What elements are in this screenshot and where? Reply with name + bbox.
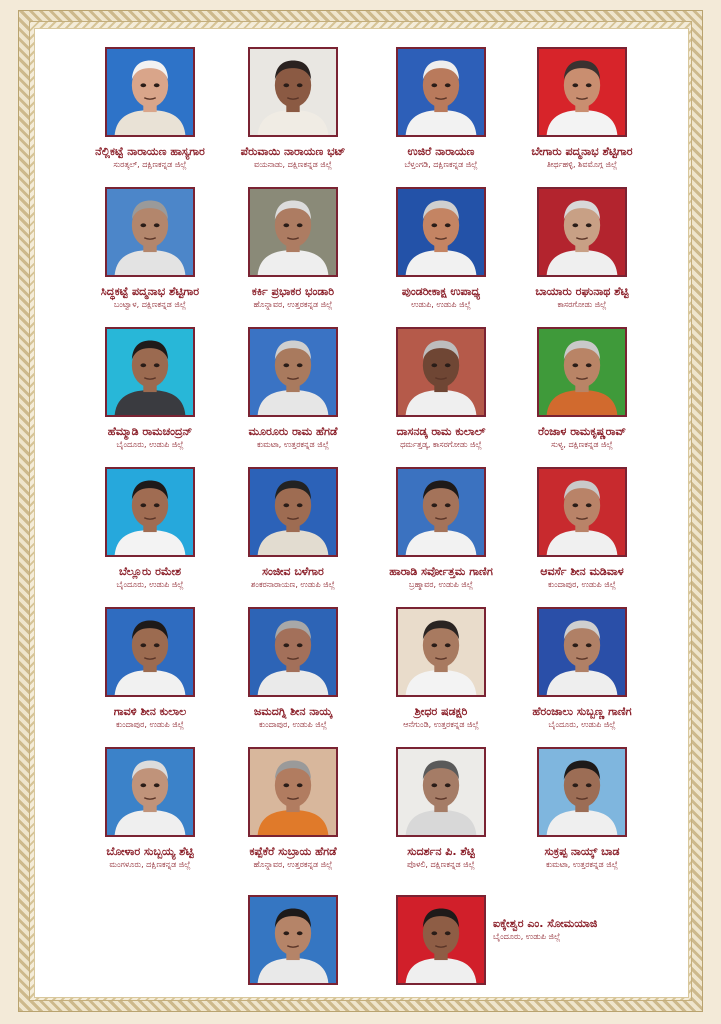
person-place: ಶಂಕರನಾರಾಯಣ, ಉಡುಪಿ ಜಿಲ್ಲೆ (251, 580, 335, 589)
person-name: ಹೆರಂಜಾಲು ಸುಬ್ಬಣ್ಣ ಗಾಣಿಗ (532, 705, 632, 718)
person-place: ಬ್ರಹ್ಮಾವರ, ಉಡುಪಿ ಜಿಲ್ಲೆ (408, 580, 474, 589)
portrait-photo (396, 747, 486, 837)
portrait-figure-icon (107, 749, 193, 835)
portrait-figure-icon (398, 609, 484, 695)
person-name: ಆವರ್ಸೆ ಶೀನ ಮಡಿವಾಳ (540, 565, 624, 578)
portrait-figure-icon (107, 469, 193, 555)
portrait-figure-icon (107, 49, 193, 135)
portrait-figure-icon (539, 329, 625, 415)
portrait-photo (105, 467, 195, 557)
portrait-figure-icon (398, 469, 484, 555)
portrait-figure-icon (250, 329, 336, 415)
portrait-photo (105, 747, 195, 837)
portrait-figure-icon (107, 329, 193, 415)
portrait-photo (537, 327, 627, 417)
portrait-figure-icon (250, 189, 336, 275)
portrait-photo (248, 327, 338, 417)
person-name: ಬೆಲ್ಲೂರು ರಮೇಶ (118, 565, 182, 578)
person-place: ಬೈಂದೂರು, ಉಡುಪಿ ಜಿಲ್ಲೆ (548, 720, 616, 729)
person-place: ಕುಮಟಾ, ಉತ್ತರಕನ್ನಡ ಜಿಲ್ಲೆ (545, 860, 619, 869)
portrait-photo (396, 895, 486, 985)
portrait-figure-icon (539, 469, 625, 555)
portrait-figure-icon (250, 609, 336, 695)
portrait-photo (105, 187, 195, 277)
portrait-photo (105, 47, 195, 137)
person-name: ಕಪ್ಪೆಕೆರೆ ಸುಬ್ರಾಯ ಹೆಗಡೆ (249, 845, 337, 858)
portrait-photo (396, 187, 486, 277)
content-panel (34, 28, 689, 998)
portrait-figure-icon (398, 49, 484, 135)
portrait-photo (537, 187, 627, 277)
person-place: ಸುರತ್ಕಲ್, ದಕ್ಷಿಣಕನ್ನಡ ಜಿಲ್ಲೆ (113, 160, 187, 169)
person-name: ಉಜಿರೆ ನಾರಾಯಣ (407, 145, 475, 158)
person-place: ಬಂಟ್ವಾಳ, ದಕ್ಷಿಣಕನ್ನಡ ಜಿಲ್ಲೆ (113, 300, 187, 309)
portrait-figure-icon (250, 469, 336, 555)
person-name: ಪೆರುವಾಯಿ ನಾರಾಯಣ ಭಟ್ (240, 145, 346, 158)
portrait-photo (248, 467, 338, 557)
person-place: ಬೈಂದೂರು, ಉಡುಪಿ ಜಿಲ್ಲೆ (493, 932, 561, 941)
person-name: ಸುಕ್ರಪ್ಪ ನಾಯ್ಕ್ ಬಾಡ (544, 845, 620, 858)
person-place: ಧರ್ಮತ್ತಡ್ಕ, ಕಾಸರಗೋಡು ಜಿಲ್ಲೆ (400, 440, 482, 449)
portrait-photo (396, 327, 486, 417)
portrait-figure-icon (250, 749, 336, 835)
person-name: ಬೋಳಾರ ಸುಬ್ಬಯ್ಯ ಶೆಟ್ಟಿ (106, 845, 194, 858)
portrait-photo (248, 747, 338, 837)
portrait-figure-icon (250, 897, 336, 983)
portrait-figure-icon (398, 189, 484, 275)
person-name: ಹಾರಾಡಿ ಸರ್ವೋತ್ತಮ ಗಾಣಿಗ (389, 565, 493, 578)
person-place: ಉಡುಪಿ, ಉಡುಪಿ ಜಿಲ್ಲೆ (411, 300, 471, 309)
person-place: ಬೈಂದೂರು, ಉಡುಪಿ ಜಿಲ್ಲೆ (116, 580, 184, 589)
person-place: ಕುಂದಾಪುರ, ಉಡುಪಿ ಜಿಲ್ಲೆ (115, 720, 185, 729)
portrait-photo (396, 467, 486, 557)
portrait-photo (537, 467, 627, 557)
person-place: ಕುಂದಾಪುರ, ಉಡುಪಿ ಜಿಲ್ಲೆ (258, 720, 328, 729)
person-place: ಸುಳ್ಯ, ದಕ್ಷಿಣಕನ್ನಡ ಜಿಲ್ಲೆ (551, 440, 613, 449)
portrait-photo (248, 47, 338, 137)
person-name: ಸಂಜೀವ ಬಳೆಗಾರ (262, 565, 324, 578)
person-place: ಕುಮಟಾ, ಉತ್ತರಕನ್ನಡ ಜಿಲ್ಲೆ (256, 440, 330, 449)
portrait-photo (396, 607, 486, 697)
portrait-figure-icon (398, 329, 484, 415)
portrait-photo (248, 895, 338, 985)
portrait-photo (537, 47, 627, 137)
person-place: ಹೊನ್ನಾವರ, ಉತ್ತರಕನ್ನಡ ಜಿಲ್ಲೆ (253, 860, 333, 869)
person-name: ಸಿದ್ಧಕಟ್ಟೆ ಪದ್ಮನಾಭ ಶೆಟ್ಟಿಗಾರ (100, 285, 200, 298)
person-name: ಬಾಯಾರು ರಘುನಾಥ ಶೆಟ್ಟಿ (535, 285, 629, 298)
portrait-figure-icon (398, 897, 484, 983)
person-name: ದಾಸನಡ್ಕ ರಾಮ ಕುಲಾಲ್ (396, 425, 486, 438)
person-name: ಬೇಗಾರು ಪದ್ಮನಾಭ ಶೆಟ್ಟಿಗಾರ (531, 145, 633, 158)
portrait-figure-icon (398, 749, 484, 835)
portrait-figure-icon (539, 49, 625, 135)
portrait-photo (537, 747, 627, 837)
person-place: ಆನೆಗುಂಡಿ, ಉತ್ತರಕನ್ನಡ ಜಿಲ್ಲೆ (403, 720, 479, 729)
person-name: ರೆಂಜಾಳ ರಾಮಕೃಷ್ಣರಾವ್ (538, 425, 626, 438)
person-place: ತೀರ್ಥಹಳ್ಳಿ, ಶಿವಮೊಗ್ಗ ಜಿಲ್ಲೆ (546, 160, 618, 169)
person-name: ಜಮದಗ್ನಿ ಶೀನ ನಾಯ್ಕ (253, 705, 333, 718)
person-place: ಕುಂದಾಪುರ, ಉಡುಪಿ ಜಿಲ್ಲೆ (547, 580, 617, 589)
portrait-figure-icon (107, 189, 193, 275)
portrait-photo (105, 607, 195, 697)
person-name: ಐಕ್ಕೇಶ್ವರ ಎಂ. ಸೋಮಯಾಜಿ (493, 917, 598, 930)
portrait-photo (105, 327, 195, 417)
portrait-figure-icon (107, 609, 193, 695)
portrait-figure-icon (250, 49, 336, 135)
person-place: ಕಾಸರಗೋಡು ಜಿಲ್ಲೆ (557, 300, 607, 309)
person-name: ಪುಂಡರೀಕಾಕ್ಷ ಉಪಾಧ್ಯ (401, 285, 481, 298)
person-place: ಬೈಂದೂರು, ಉಡುಪಿ ಜಿಲ್ಲೆ (116, 440, 184, 449)
portrait-photo (396, 47, 486, 137)
person-place: ಹೊನ್ನಾವರ, ಉತ್ತರಕನ್ನಡ ಜಿಲ್ಲೆ (253, 300, 333, 309)
portrait-photo (248, 607, 338, 697)
portrait-figure-icon (539, 609, 625, 695)
portrait-figure-icon (539, 189, 625, 275)
person-name: ಶ್ರೀಧರ ಷಡಕ್ಷರಿ (414, 705, 468, 718)
person-name: ಮೂರೂರು ರಾಮ ಹೆಗಡೆ (248, 425, 338, 438)
person-name: ಸುದರ್ಶನ ಪಿ. ಶೆಟ್ಟಿ (407, 845, 475, 858)
person-place: ಬೆಳ್ತಂಗಡಿ, ದಕ್ಷಿಣಕನ್ನಡ ಜಿಲ್ಲೆ (404, 160, 478, 169)
person-name: ನೆಲ್ಲಿಕಟ್ಟೆ ನಾರಾಯಣ ಹಾಸ್ಯಗಾರ (95, 145, 205, 158)
person-place: ಮಂಗಳೂರು, ದಕ್ಷಿಣಕನ್ನಡ ಜಿಲ್ಲೆ (109, 860, 191, 869)
person-name: ಗಾವಳಿ ಶೀನ ಕುಲಾಲ (113, 705, 187, 718)
person-name: ಕರ್ಕಿ ಪ್ರಭಾಕರ ಭಂಡಾರಿ (251, 285, 335, 298)
person-place: ವಯನಾಡು, ದಕ್ಷಿಣಕನ್ನಡ ಜಿಲ್ಲೆ (253, 160, 333, 169)
portrait-figure-icon (539, 749, 625, 835)
person-place: ಪೊಳಲಿ, ದಕ್ಷಿಣಕನ್ನಡ ಜಿಲ್ಲೆ (407, 860, 475, 869)
portrait-photo (537, 607, 627, 697)
portrait-photo (248, 187, 338, 277)
person-name: ಹೆಮ್ಮಾಡಿ ರಾಮಚಂದ್ರನ್ (107, 425, 193, 438)
